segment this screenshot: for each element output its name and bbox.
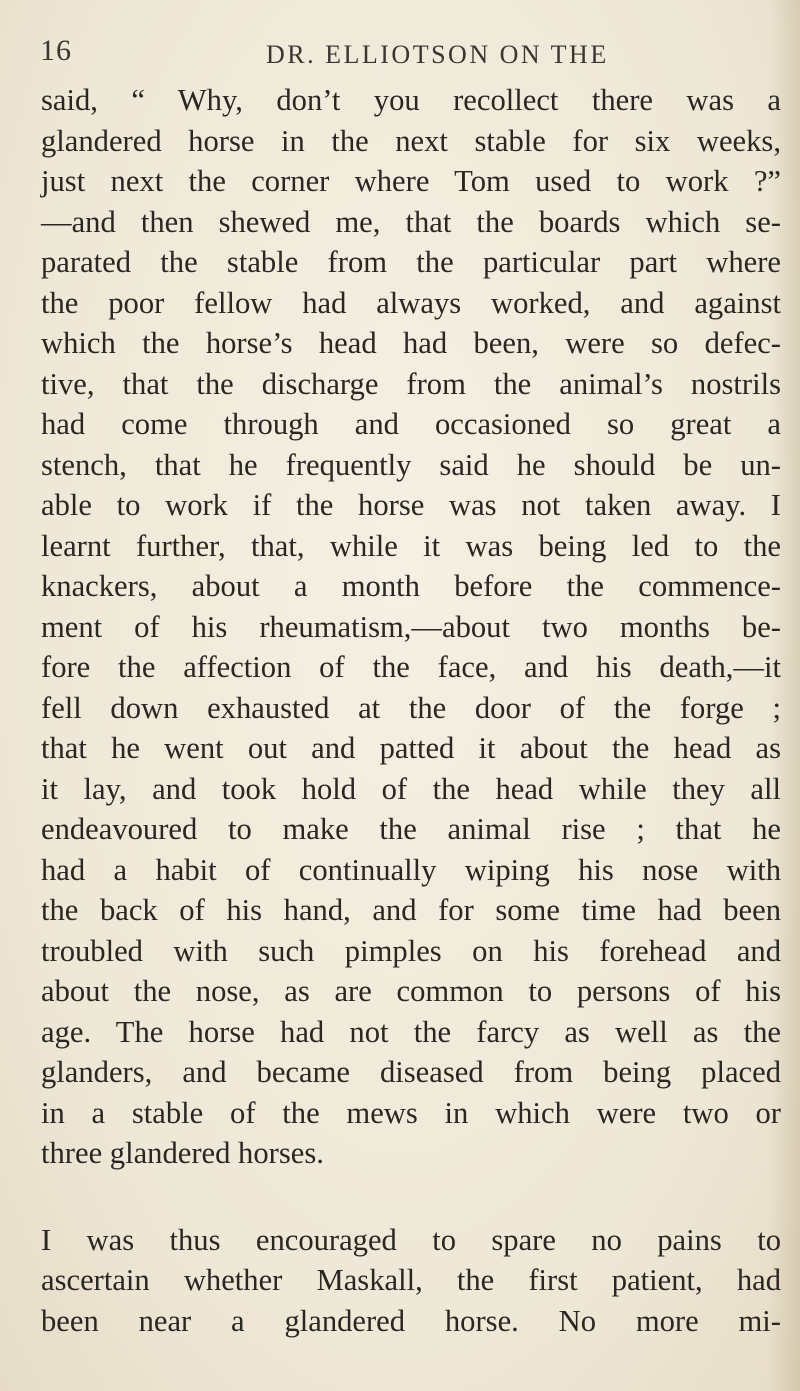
text-line: it lay, and took hold of the head while they all xyxy=(41,771,781,806)
text-line: the back of his hand, and for some time had been xyxy=(41,893,781,927)
body-text xyxy=(41,80,781,1341)
text-line: said, “ Why, don’t you recollect there was a xyxy=(41,83,781,117)
text-line: ment of his rheumatism,—about two months be- xyxy=(41,609,781,644)
text-line: the poor fellow had always worked, and against xyxy=(41,285,781,320)
text-line: in a stable of the mews in which were two or xyxy=(41,1095,781,1130)
text-line: stench, that he frequently said he should be un- xyxy=(41,447,781,482)
text-line: glanders, and became diseased from being placed xyxy=(41,1055,781,1089)
text-line: about the nose, as are common to persons of his xyxy=(41,974,781,1008)
text-line: age. The horse had not the farcy as well as the xyxy=(41,1014,781,1049)
paragraph-gap xyxy=(41,1174,781,1220)
text-line: learnt further, that, while it was being led to the xyxy=(41,528,781,563)
paragraph xyxy=(41,1220,781,1342)
text-line: fore the affection of the face, and his death,—it xyxy=(41,650,781,684)
text-line: I was thus encouraged to spare no pains to xyxy=(41,1222,781,1257)
text-line: knackers, about a month before the commence- xyxy=(41,569,781,603)
text-line: troubled with such pimples on his forehead and xyxy=(41,933,781,968)
text-line: glandered horse in the next stable for six weeks, xyxy=(41,123,781,158)
running-title: DR. ELLIOTSON ON THE xyxy=(266,40,609,69)
text-line: been near a glandered horse. No more mi- xyxy=(41,1303,781,1338)
text-line: ascertain whether Maskall, the first patient, had xyxy=(41,1263,781,1297)
text-line: had a habit of continually wiping his nose with xyxy=(41,852,781,887)
text-line: tive, that the discharge from the animal’s nostrils xyxy=(41,366,781,401)
text-line: fell down exhausted at the door of the forge ; xyxy=(41,690,781,725)
running-head xyxy=(0,34,800,78)
text-line: parated the stable from the particular part where xyxy=(41,245,781,279)
text-line: —and then shewed me, that the boards which se- xyxy=(41,204,781,239)
paragraph xyxy=(41,80,781,1174)
text-line: endeavoured to make the animal rise ; that he xyxy=(41,812,781,846)
text-line: just next the corner where Tom used to work ?” xyxy=(41,164,781,198)
text-line: which the horse’s head had been, were so defec- xyxy=(41,326,781,360)
text-line: able to work if the horse was not taken away. I xyxy=(41,488,781,522)
page-number: 16 xyxy=(40,34,72,67)
text-line: had come through and occasioned so great a xyxy=(41,407,781,441)
text-line: three glandered horses. xyxy=(41,1136,324,1170)
text-line: that he went out and patted it about the head as xyxy=(41,731,781,765)
